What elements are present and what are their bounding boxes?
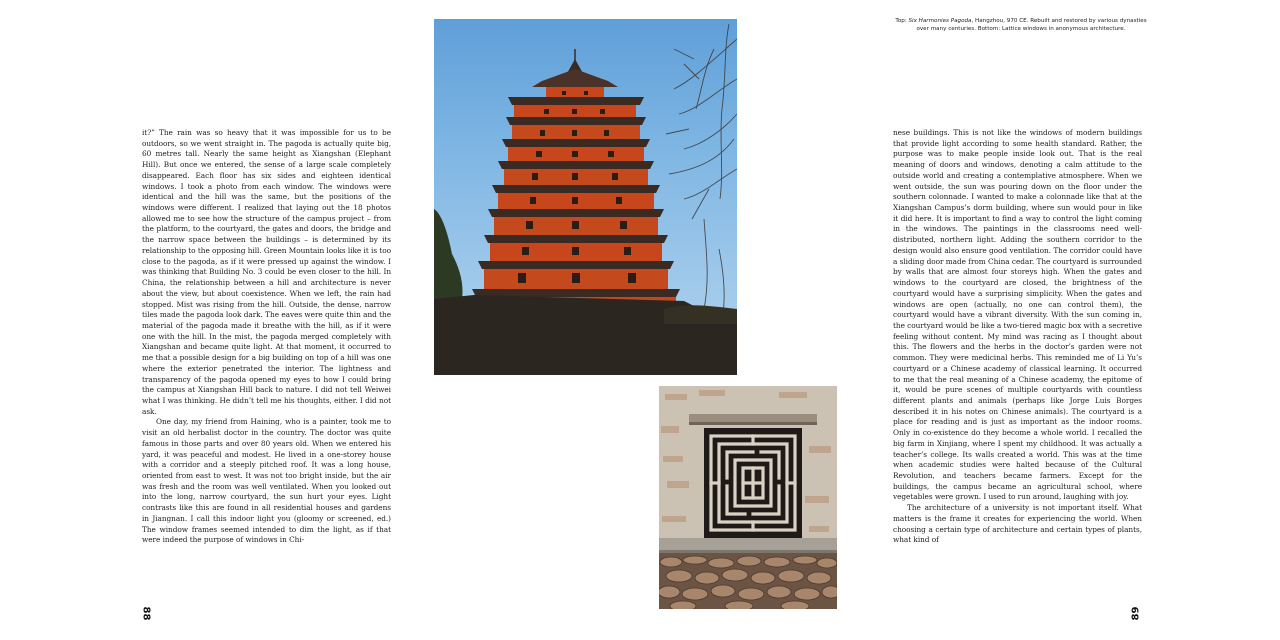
photo-caption xyxy=(890,17,1152,33)
right-paragraph-1: nese buildings. This is not like the windows of modern buildings that provide light according to some health standard. Rather, the purpose was to make people inside look out. That is the real meaning of doors and windows, denoting a calm attitude to the outside world and creating a contemplative atmosphere. When we went outside, the sun was pouring down on the floor under the southern colonnade. I wanted to make a colonnade like that at the Xiangshan Campus’s dorm building, where sun would pour in like it did here. It is important to find a way to control the light coming in the windows. The paintings in the classrooms need well-distributed, northern light. Adding the southern corridor to the design would also ensure good ventilation. The corridor could have a sliding door made from China cedar. The courtyard is surrounded by walls that are almost four storeys high. When the gates and windows to the courtyard are closed, the brightness of the courtyard would have a surprising simplicity. When the gates and windows are open (actually, no one can control them), the courtyard would have a vibrant diversity. With the sun coming in, the courtyard would be like a two-tiered magic box with a secretive feeling without content. My mind was racing as I thought about this. The flowers and the herbs in the doctor’s garden were not common. They were medicinal herbs. This reminded me of Li Yu’s courtyard or a Chinese academy of classical learning. It occurred to me that the real meaning of a Chinese academy, the epitome of it, would be pure scenes of multiple courtyards with countless different plants and animals (perhaps like Jorge Luis Borges described it in his notes on Chinese animals). The courtyard is a place for reading and is just as important as the indoor rooms. Only in co-existence do they become a whole world. I recalled the big farm in Xinjiang, where I spent my childhood. It was actually a teacher’s college. Its walls created a world. This was at the time when academic studies were halted because of the Cultural Revolution, and teachers became farmers. Except for the buildings, the campus became an agricultural school, where vegetables were grown. I used to run around, laughing with joy. xyxy=(893,128,1142,502)
left-paragraph-1: it?” The rain was so heavy that it was impossible for us to be outdoors, so we went straight in. The pagoda is actually quite big, 60 metres tall. Nearly the same height as Xiangshan (Elephant Hill). But once we entered, the sense of a large scale completely disappeared. Each floor has six sides and eighteen identical windows. I took a photo from each window. The windows were identical and the hill was the same, but the positions of the windows were different. I realized that laying out the 18 photos allowed me to see how the structure of the campus project – from the platform, to the courtyard, the gates and doors, the bridge and the narrow space between the buildings – is determined by its relationship to the opposing hill. Green Mountain looks like it is too close to the pagoda, as if it were pressed up against the window. I was thinking that Building No. 3 could be even closer to the hill. In China, the relationship between a hill and architecture is never about the view, but about coexistence. When we left, the rain had stopped. Mist was rising from the hill. Outside, the dense, narrow tiles made the pagoda look dark. The eaves were quite thin and the material of the pagoda made it breathe with the hill, as if it were one with the hill. In the mist, the pagoda merged completely with Xiangshan and became quite light. At that moment, it occurred to me that a possible design for a big building on top of a hill was one where the exterior penetrated the interior. The lightness and transparency of the pagoda opened my eyes to how I could bring the campus at Xiangshan Hill back to nature. I did not tell Weiwei what I was thinking. He didn’t tell me his thoughts, either. I did not ask. xyxy=(142,128,391,416)
pagoda-illustration xyxy=(434,19,737,375)
right-page-number: 89 xyxy=(1130,606,1142,621)
pagoda-photo xyxy=(434,19,737,375)
caption-prefix: Top: xyxy=(895,18,909,24)
left-paragraph-2: One day, my friend from Haining, who is a painter, took me to visit an old herbalist doctor in the country. The doctor was quite famous in those parts and over 80 years old. When we entered his yard, it was peaceful and modest. He lived in a one-storey house with a corridor and a steeply pitched roof. It was a long house, oriented from east to west. It was not too bright inside, but the air was fresh and the room was well ventilated. When you looked out into the long, narrow courtyard, the sun hurt your eyes. Light contrasts like this are found in all residential houses and gardens in Jiangnan. I call this indoor light you (gloomy or screened, ed.) The window frames seemed intended to dim the light, as if that were indeed the purpose of windows in Chi- xyxy=(142,417,391,545)
left-page-text-column xyxy=(142,128,391,546)
lattice-window-illustration xyxy=(659,386,837,609)
left-page-number: 88 xyxy=(140,606,152,621)
caption-title: Six Harmonies Pagoda xyxy=(908,18,972,24)
lattice-window-photo xyxy=(659,386,837,609)
caption-rest: , Hangzhou, 970 CE. Rebuilt and restored by various dynasties over many centuries. Bottom: Lattice windows in anonymous architecture. xyxy=(916,18,1147,32)
right-page-text-column xyxy=(893,128,1142,546)
right-paragraph-2: The architecture of a university is not important itself. What matters is the frame it creates for experiencing the world. When choosing a certain type of architecture and certain types of plants, what kind of xyxy=(893,503,1142,545)
